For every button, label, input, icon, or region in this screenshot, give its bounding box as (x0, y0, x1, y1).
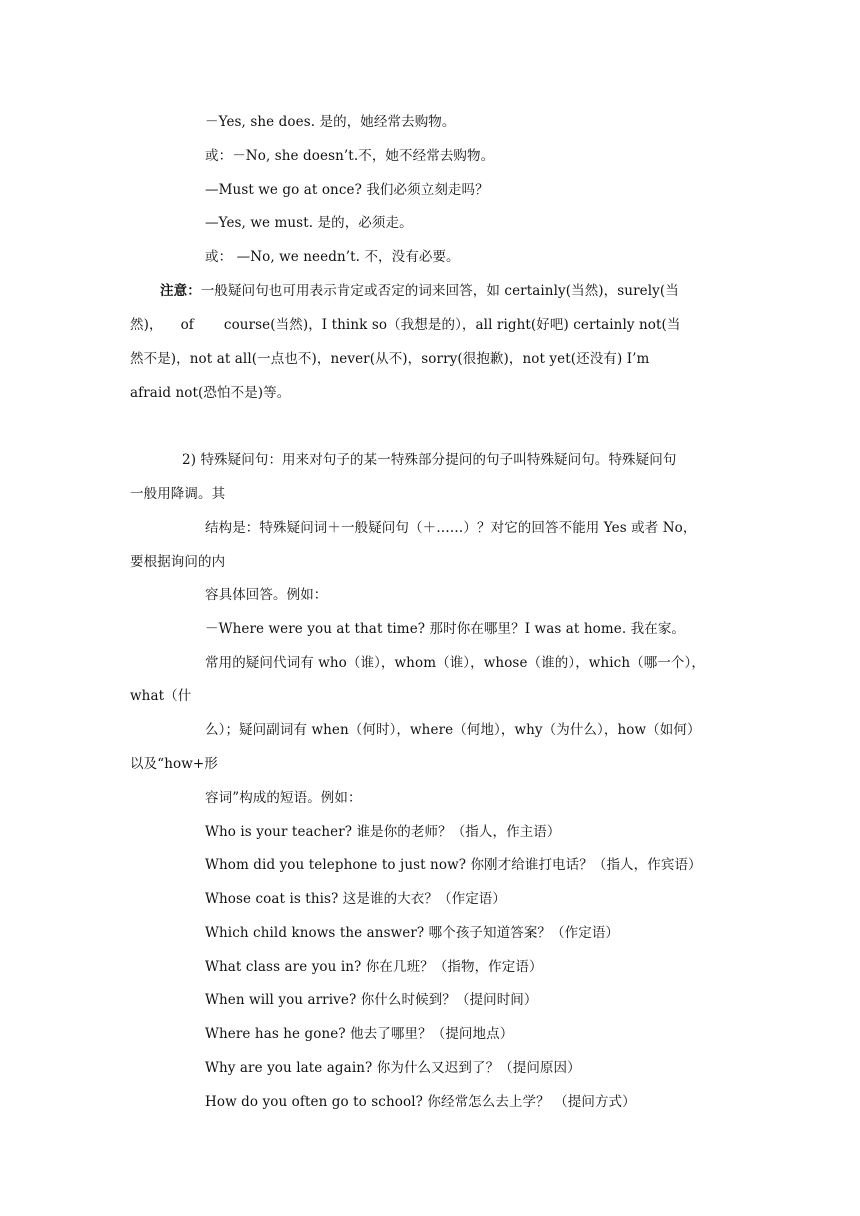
common-words-line-5: 容词”构成的短语。例如： (205, 790, 362, 806)
common-words-line-3: 么）；疑问副词有 when（何时），where（何地），why（为什么），how（如何） (205, 722, 701, 738)
example-item: When will you arrive? 你什么时候到？（提问时间） (205, 992, 538, 1008)
example-item: Where has he gone? 他去了哪里？（提问地点） (205, 1026, 514, 1042)
example-item: Who is your teacher? 谁是你的老师？（指人，作主语） (205, 824, 561, 840)
common-words-line-1: 常用的疑问代词有 who（谁），whom（谁），whose（谁的），which（哪一个）， (205, 655, 705, 671)
section-heading-line-2: 一般用降调。其 (130, 486, 226, 502)
note-text-2a: 然)， (130, 317, 163, 333)
section-heading-line-1: 2) 特殊疑问句：用来对句子的某一特殊部分提问的句子叫特殊疑问句。特殊疑问句 (182, 452, 677, 468)
note-label: 注意： (160, 283, 201, 299)
note-text-2b: of (180, 317, 194, 333)
example-item: Which child knows the answer? 哪个孩子知道答案？（作定语） (205, 925, 620, 941)
answer-line-4: —Yes, we must. 是的，必须走。 (205, 215, 413, 231)
note-paragraph-line-3: 然不是)，not at all(一点也不)，never(从不)，sorry(很抱歉)，not yet(还没有) I’m (130, 351, 650, 367)
structure-line-3: 容具体回答。例如： (205, 587, 328, 603)
common-words-line-4: 以及“how+形 (130, 756, 218, 772)
answer-line-2: 或：－No, she doesn’t.不，她不经常去购物。 (205, 148, 495, 164)
answer-line-5: 或： —No, we needn’t. 不，没有必要。 (205, 249, 460, 265)
note-paragraph-line-2 (130, 315, 681, 335)
note-text-2c: course(当然)，I think so（我想是的），all right(好吧) certainly not(当 (223, 317, 681, 333)
common-words-line-2: what（什 (130, 688, 192, 704)
answer-line-3: —Must we go at once? 我们必须立刻走吗？ (205, 182, 489, 198)
note-paragraph-line-1 (160, 281, 679, 301)
example-item: How do you often go to school? 你经常怎么去上学？ （提问方式） (205, 1094, 636, 1110)
answer-line-1: －Yes, she does. 是的，她经常去购物。 (205, 114, 456, 130)
example-line: －Where were you at that time? 那时你在哪里？I was at home. 我在家。 (205, 621, 686, 637)
structure-line-1: 结构是：特殊疑问词＋一般疑问句（＋……）？对它的回答不能用 Yes 或者 No， (205, 520, 697, 536)
example-item: Whom did you telephone to just now? 你刚才给谁打电话？（指人，作宾语） (205, 857, 702, 873)
example-item: Why are you late again? 你为什么又迟到了？（提问原因） (205, 1060, 581, 1076)
note-text-1: 一般疑问句也可用表示肯定或否定的词来回答，如 certainly(当然)，surely(当 (200, 283, 679, 299)
example-item: What class are you in? 你在几班？（指物，作定语） (205, 959, 543, 975)
example-item: Whose coat is this? 这是谁的大衣？（作定语） (205, 891, 506, 907)
structure-line-2: 要根据询问的内 (130, 554, 226, 570)
note-paragraph-line-4: afraid not(恐怕不是)等。 (130, 385, 291, 401)
